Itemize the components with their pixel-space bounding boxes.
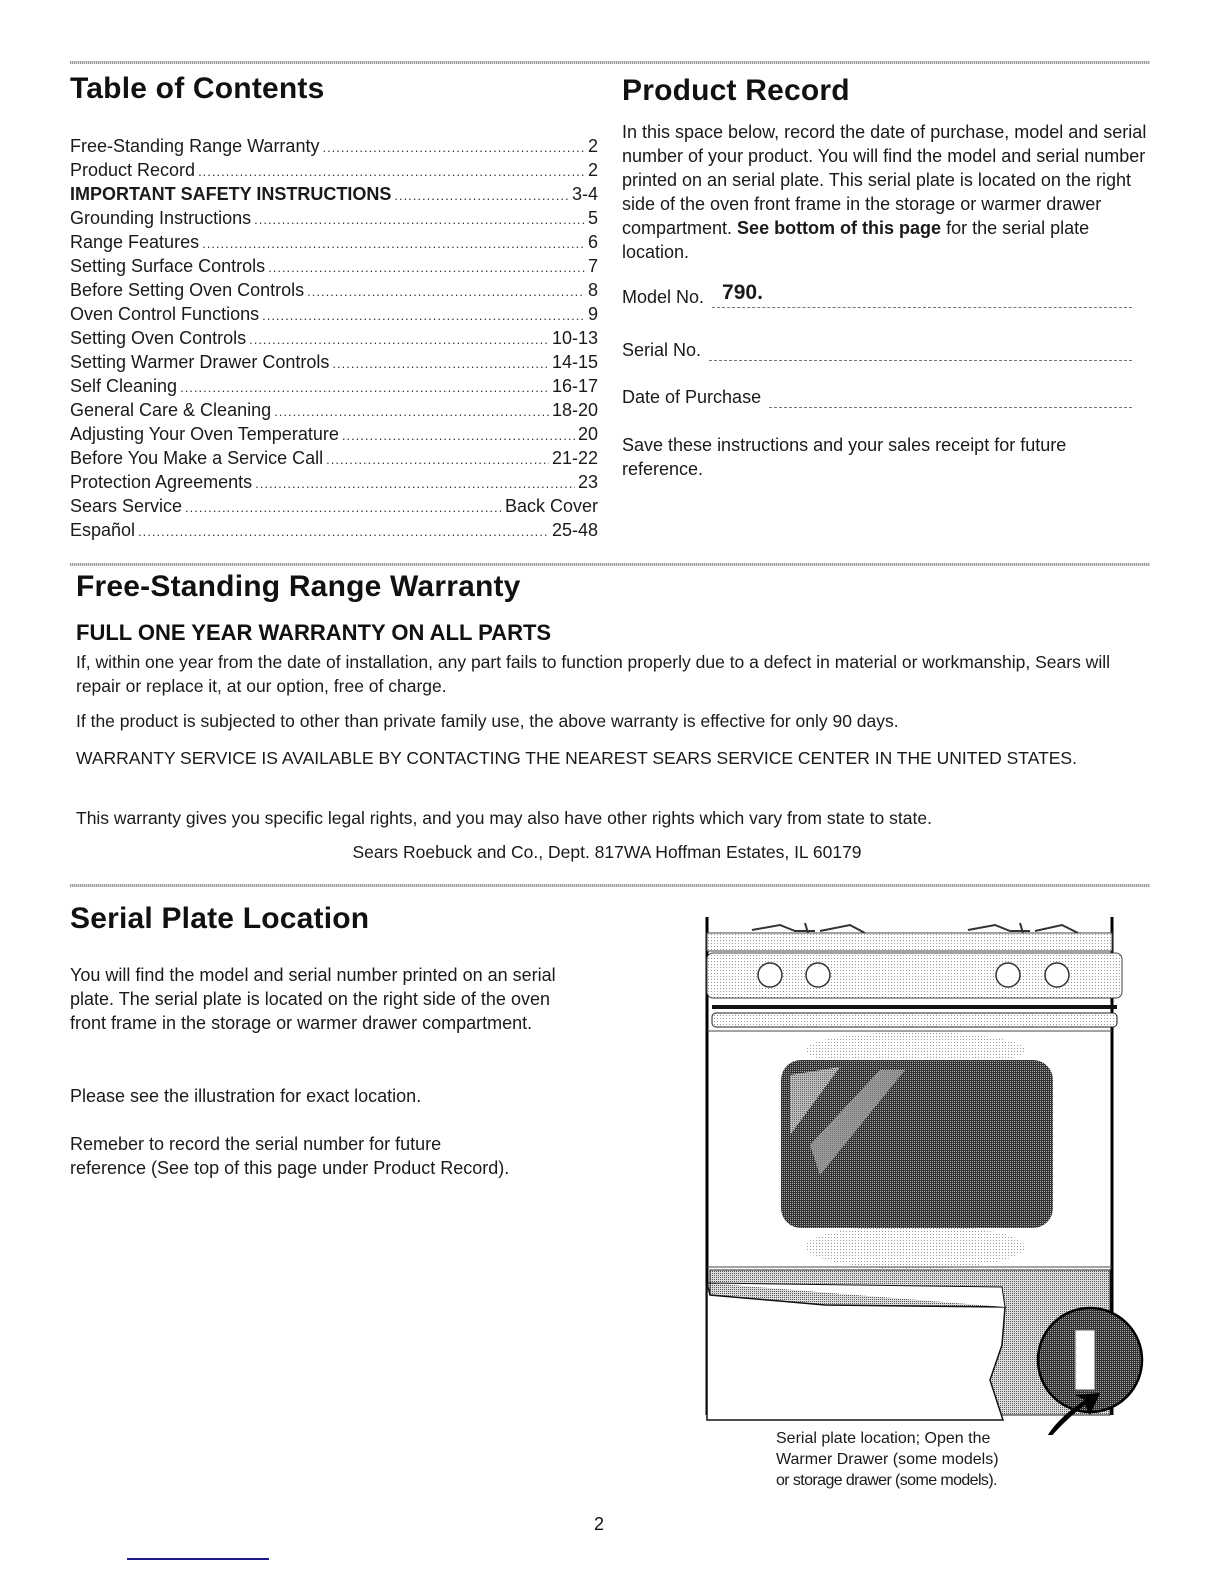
toc-leader-dots <box>342 424 575 448</box>
model-number-line[interactable] <box>712 281 1132 308</box>
toc-entry-page: 5 <box>587 208 598 228</box>
date-of-purchase-field[interactable] <box>622 385 1132 408</box>
toc-entry-label: Setting Oven Controls <box>70 328 247 348</box>
table-of-contents <box>70 134 598 542</box>
warranty-title: Free-Standing Range Warranty <box>76 570 521 603</box>
toc-entry[interactable] <box>70 398 598 422</box>
toc-leader-dots <box>249 328 549 352</box>
serial-number-label: Serial No. <box>622 340 702 360</box>
toc-leader-dots <box>322 136 585 160</box>
toc-entry-label: IMPORTANT SAFETY INSTRUCTIONS <box>70 184 392 204</box>
intro-text: In this space below, record the date of purchase, model and serial number of your product. You will find the model and serial number printed on an serial plate. This serial plate is located on the right side of the oven front frame in the storage or warmer drawer compartment. <box>622 122 1147 238</box>
page-number: 2 <box>594 1514 605 1534</box>
serial-plate-divider <box>70 884 1150 887</box>
toc-entry-label: Self Cleaning <box>70 376 178 396</box>
toc-entry[interactable] <box>70 206 598 230</box>
toc-leader-dots <box>185 496 502 520</box>
sears-address: Sears Roebuck and Co., Dept. 817WA Hoffman Estates, IL 60179 <box>352 842 862 862</box>
toc-entry-label: Español <box>70 520 136 540</box>
toc-entry-label: Before Setting Oven Controls <box>70 280 305 300</box>
toc-leader-dots <box>326 448 549 472</box>
toc-entry[interactable] <box>70 326 598 350</box>
toc-entry-page: 2 <box>587 136 598 156</box>
serial-plate-paragraph: Remeber to record the serial number for future reference (See top of this page under Product Record). <box>70 1134 510 1178</box>
toc-entry[interactable] <box>70 134 598 158</box>
toc-entry[interactable] <box>70 350 598 374</box>
toc-entry[interactable] <box>70 182 598 206</box>
top-divider <box>70 61 1150 64</box>
save-instructions-note: Save these instructions and your sales receipt for future reference. <box>622 435 1067 479</box>
caption-line: or storage drawer (some models). <box>776 1472 997 1489</box>
toc-entry[interactable] <box>70 494 598 518</box>
toc-entry[interactable] <box>70 446 598 470</box>
toc-entry-label: General Care & Cleaning <box>70 400 272 420</box>
toc-entry-page: 18-20 <box>551 400 598 420</box>
footer-link-underline[interactable] <box>127 1558 269 1560</box>
toc-leader-dots <box>394 184 569 208</box>
toc-entry-label: Sears Service <box>70 496 183 516</box>
warranty-divider <box>70 563 1150 566</box>
toc-entry[interactable] <box>70 278 598 302</box>
toc-entry-page: 9 <box>587 304 598 324</box>
toc-entry-page: 23 <box>577 472 598 492</box>
toc-leader-dots <box>138 520 549 544</box>
serial-plate-paragraph: You will find the model and serial number printed on an serial plate. The serial plate is located on the right side of the oven front frame in the storage or warmer drawer compartment. <box>70 965 556 1033</box>
toc-entry[interactable] <box>70 470 598 494</box>
toc-entry[interactable] <box>70 302 598 326</box>
toc-title: Table of Contents <box>70 72 325 105</box>
toc-entry-label: Oven Control Functions <box>70 304 260 324</box>
toc-entry-page: 7 <box>587 256 598 276</box>
model-number-field[interactable] <box>622 281 1132 308</box>
serial-number-line[interactable] <box>709 338 1132 361</box>
toc-entry-page: 25-48 <box>551 520 598 540</box>
toc-entry-label: Product Record <box>70 160 196 180</box>
toc-entry-page: 3-4 <box>571 184 598 204</box>
product-record-intro <box>622 120 1154 264</box>
toc-entry-label: Protection Agreements <box>70 472 253 492</box>
range-oven-drawing <box>690 895 1160 1435</box>
toc-entry-page: 16-17 <box>551 376 598 396</box>
toc-entry-page: 20 <box>577 424 598 444</box>
toc-entry-page: 14-15 <box>551 352 598 372</box>
serial-number-field[interactable] <box>622 338 1132 361</box>
toc-leader-dots <box>274 400 549 424</box>
toc-entry-label: Before You Make a Service Call <box>70 448 324 468</box>
toc-leader-dots <box>198 160 585 184</box>
model-number-value: 790. <box>722 281 763 304</box>
warranty-paragraph: If, within one year from the date of installation, any part fails to function properly due to a defect in material or workmanship, Sears will repair or replace it, at our option, free of charge. <box>76 652 1110 696</box>
intro-bold-link-text: See bottom of this page <box>737 218 942 238</box>
illustration-caption <box>776 1428 1046 1491</box>
toc-leader-dots <box>202 232 585 256</box>
toc-leader-dots <box>332 352 549 376</box>
serial-plate-title: Serial Plate Location <box>70 902 370 935</box>
caption-line: Warmer Drawer (some models) <box>776 1451 999 1468</box>
toc-entry-label: Setting Warmer Drawer Controls <box>70 352 330 372</box>
toc-leader-dots <box>254 208 585 232</box>
toc-leader-dots <box>180 376 549 400</box>
toc-entry-page: 2 <box>587 160 598 180</box>
toc-entry-label: Range Features <box>70 232 200 252</box>
toc-entry[interactable] <box>70 518 598 542</box>
toc-entry[interactable] <box>70 422 598 446</box>
toc-entry[interactable] <box>70 374 598 398</box>
toc-entry-page: 21-22 <box>551 448 598 468</box>
toc-entry[interactable] <box>70 254 598 278</box>
warranty-paragraph: If the product is subjected to other than private family use, the above warranty is effective for only 90 days. <box>76 711 899 731</box>
toc-entry-label: Grounding Instructions <box>70 208 252 228</box>
date-of-purchase-label: Date of Purchase <box>622 387 762 407</box>
intro-tail-text: for the serial plate location. <box>622 218 1090 262</box>
warranty-paragraph: This warranty gives you specific legal rights, and you may also have other rights which vary from state to state. <box>76 808 932 828</box>
toc-entry-page: Back Cover <box>504 496 598 516</box>
model-number-label: Model No. <box>622 287 705 307</box>
range-illustration <box>690 895 1160 1440</box>
toc-entry[interactable] <box>70 230 598 254</box>
toc-leader-dots <box>262 304 585 328</box>
product-record-title: Product Record <box>622 74 850 107</box>
toc-entry-page: 10-13 <box>551 328 598 348</box>
serial-plate-paragraph: Please see the illustration for exact location. <box>70 1086 422 1106</box>
toc-entry-page: 6 <box>587 232 598 252</box>
date-of-purchase-line[interactable] <box>769 385 1132 408</box>
toc-leader-dots <box>268 256 585 280</box>
toc-entry-label: Adjusting Your Oven Temperature <box>70 424 339 444</box>
toc-leader-dots <box>307 280 585 304</box>
toc-entry-label: Setting Surface Controls <box>70 256 266 276</box>
toc-entry[interactable] <box>70 158 598 182</box>
caption-line: Serial plate location; Open the <box>776 1430 991 1447</box>
toc-leader-dots <box>255 472 575 496</box>
toc-entry-page: 8 <box>587 280 598 300</box>
warranty-subtitle: FULL ONE YEAR WARRANTY ON ALL PARTS <box>76 620 552 645</box>
warranty-paragraph: WARRANTY SERVICE IS AVAILABLE BY CONTACTING THE NEAREST SEARS SERVICE CENTER IN THE UNITED STATES. <box>76 748 1077 768</box>
toc-entry-label: Free-Standing Range Warranty <box>70 136 320 156</box>
